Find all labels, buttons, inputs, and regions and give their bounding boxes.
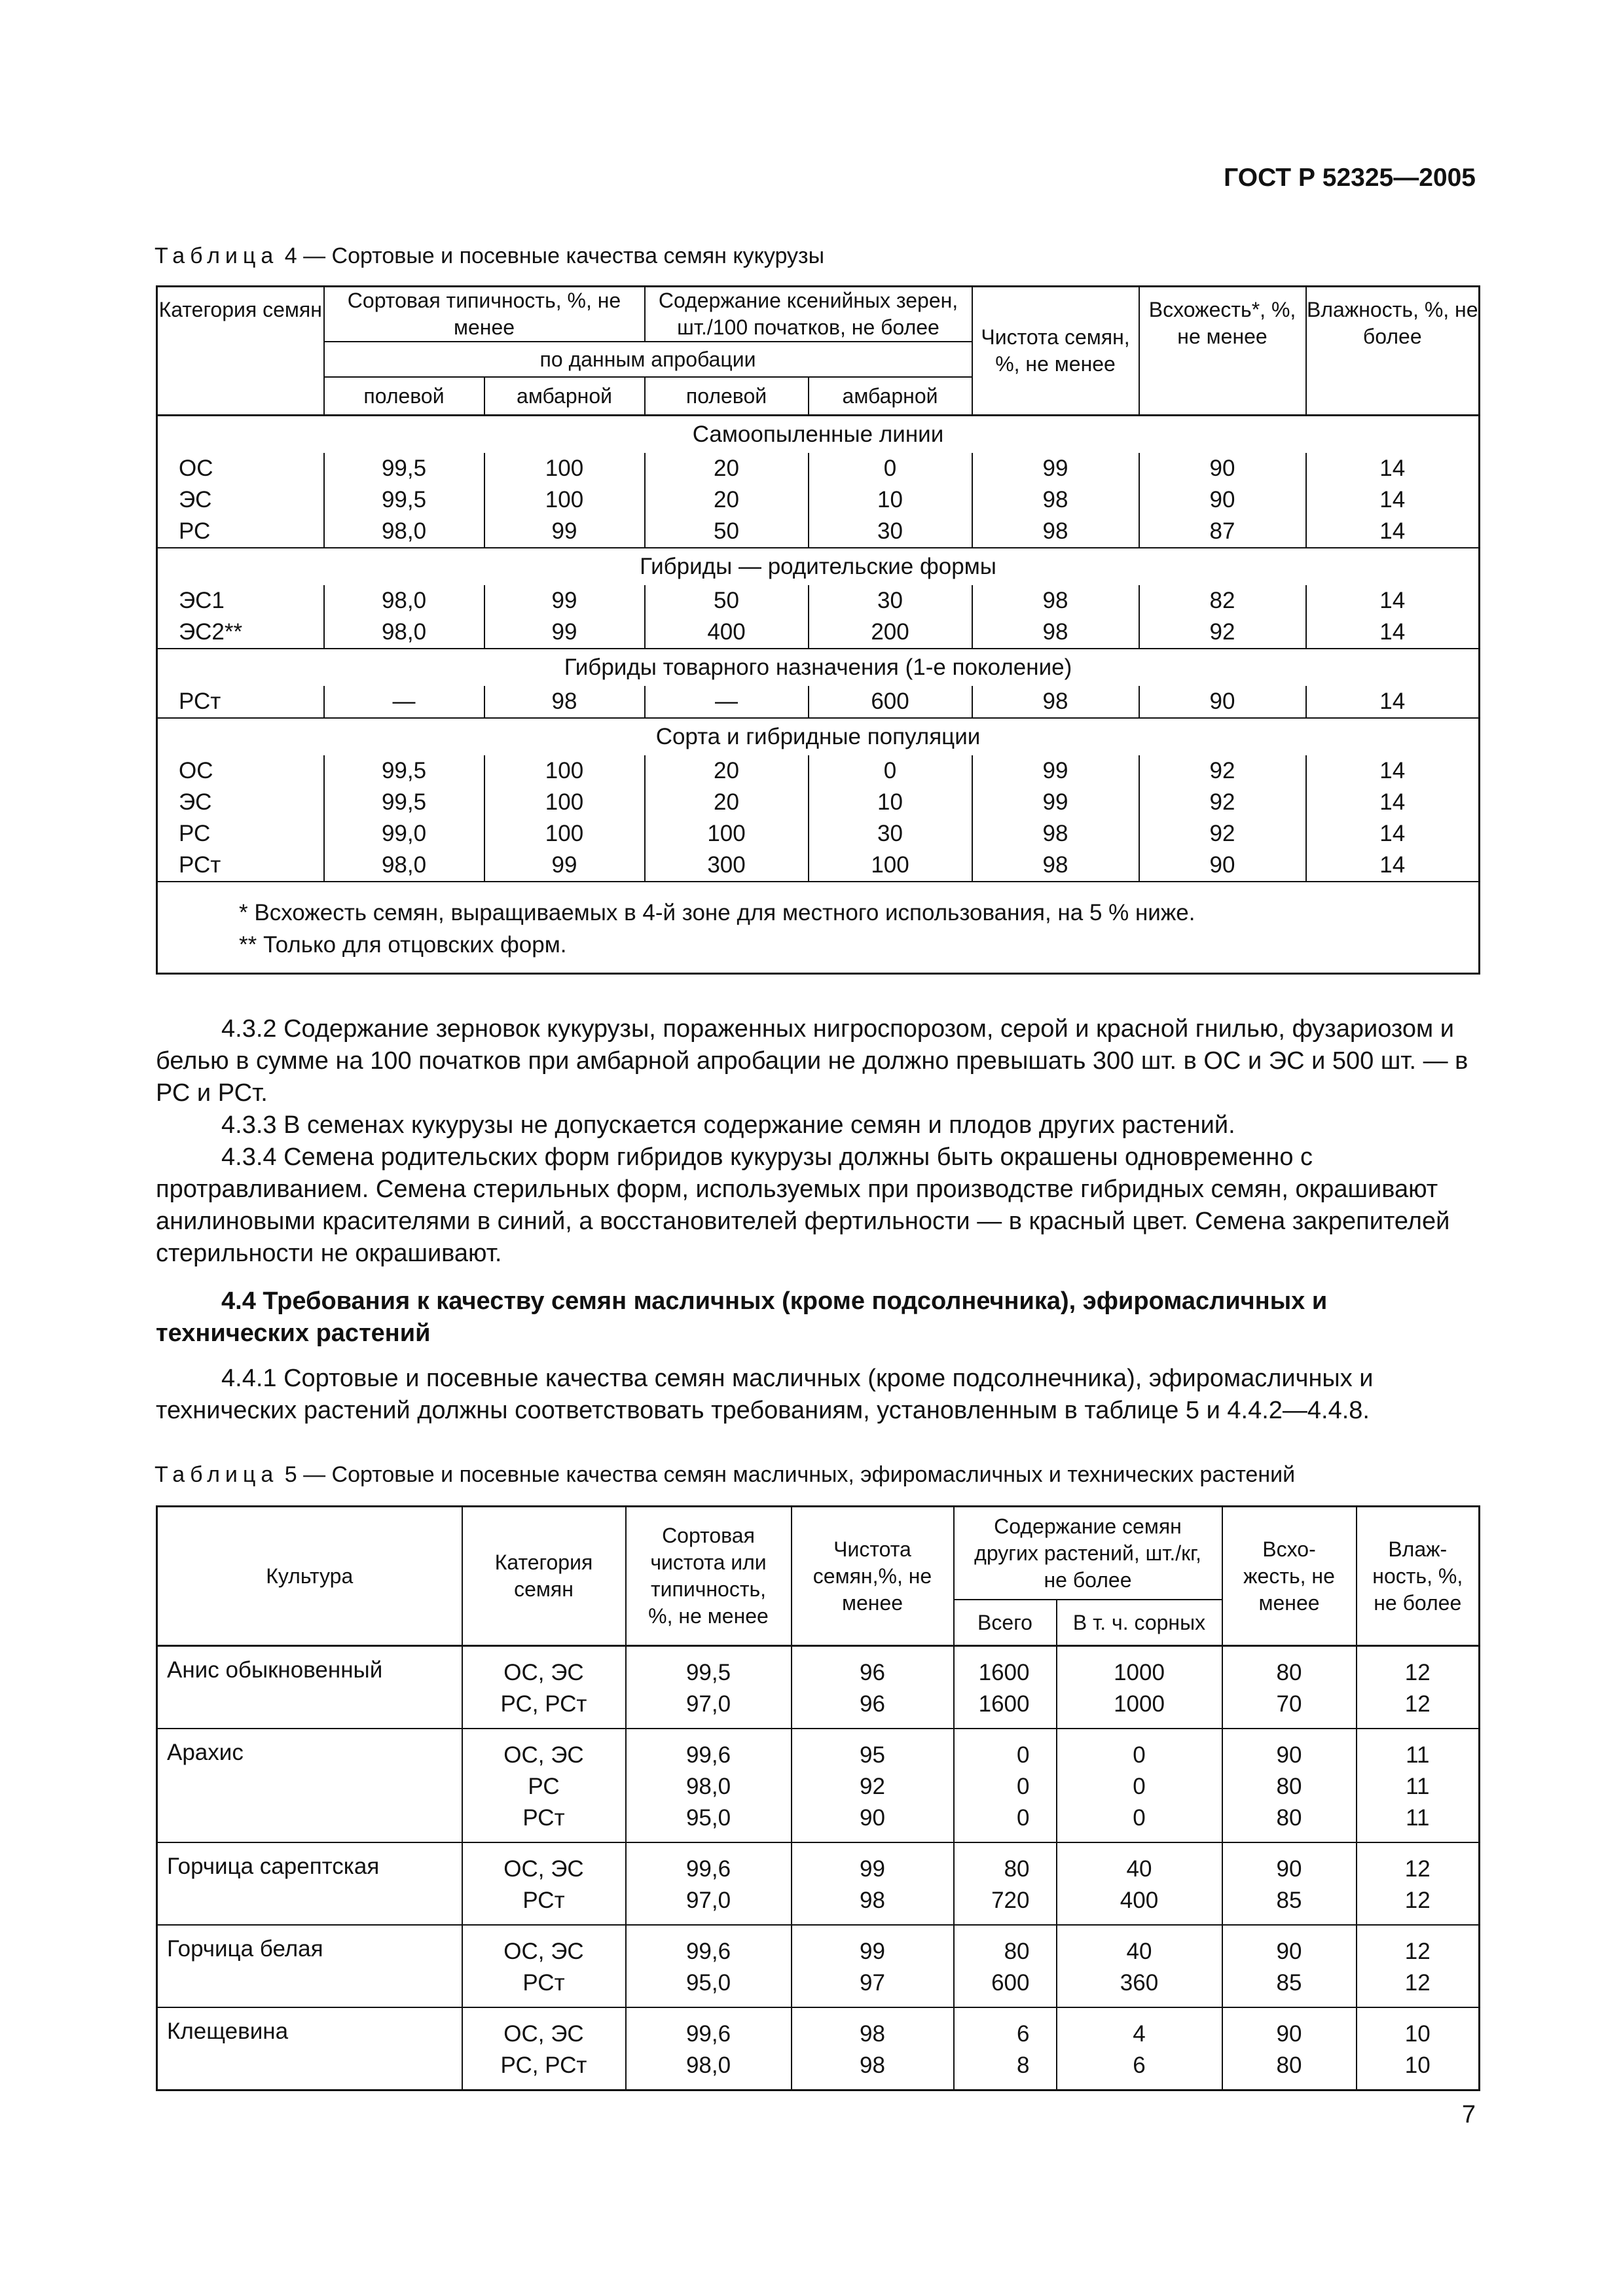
t4-cell-value: 98,0 [324, 850, 484, 882]
t4-body [157, 416, 1480, 882]
t5-cell-value: 600 [991, 1970, 1030, 1996]
t5-cell-value: 720 [991, 1888, 1030, 1913]
t5-cell-value: 10 [1404, 2053, 1431, 2078]
t4-header-purity: Чистота семян, %, не менее [972, 287, 1139, 416]
t4-cell-value: 99,0 [324, 818, 484, 850]
t4-cell-category: ЭС [157, 484, 324, 516]
t5-cell-value-group [626, 2007, 792, 2090]
t4-cell-value: 82 [1139, 585, 1306, 617]
t4-cell-value: 14 [1379, 789, 1406, 815]
t4-cell-value: 600 [809, 686, 972, 718]
page-number: 7 [1461, 2101, 1476, 2128]
t4-cell-value: 90 [1139, 453, 1306, 484]
t4-cell-value: 100 [809, 850, 972, 882]
t5-cell-value: 6 [1133, 2053, 1146, 2078]
t4-section-row [157, 548, 1480, 585]
t4-cell-value: 14 [1379, 852, 1406, 878]
t5-cell-value: 95,0 [685, 1970, 731, 1996]
t4-cell-value: 90 [1139, 686, 1306, 718]
t4-data-row [157, 686, 1480, 718]
t4-cell-value: 92 [1139, 755, 1306, 787]
t4-cell-category: ЭС [157, 787, 324, 818]
t4-cell-value: 98 [972, 818, 1139, 850]
t5-cell-value: 96 [860, 1660, 885, 1685]
t4-cell-value: 30 [809, 585, 972, 617]
t5-cell-value: 90 [1276, 2021, 1302, 2047]
t5-cell-value-group [792, 1646, 954, 1729]
t4-cell-value: 14 [1379, 487, 1406, 512]
t4-data-row [157, 755, 1480, 787]
t4-cell-value: 20 [645, 453, 809, 484]
t5-cell-value: 1000 [1114, 1660, 1165, 1685]
table4 [156, 285, 1480, 975]
t4-cell-value: 14 [1379, 689, 1406, 714]
t5-cell-value: 0 [1133, 1774, 1146, 1799]
t4-cell-value: 100 [484, 787, 645, 818]
t5-cell-value: 12 [1404, 1691, 1431, 1717]
t5-cell-value-group [954, 1646, 1057, 1729]
t4-cell-value: — [324, 686, 484, 718]
t4-cell-value: 10 [809, 787, 972, 818]
paragraph-4-3-2 [156, 1013, 1478, 1109]
t5-cell-value: 80 [1004, 1939, 1030, 1964]
t4-cell-value: 14 [1379, 758, 1406, 783]
t5-crop-row [157, 1842, 1480, 1925]
t4-section-title: Сорта и гибридные популяции [157, 718, 1480, 755]
t5-cell-value: 95 [860, 1742, 885, 1768]
t4-cell-category: РС [157, 516, 324, 548]
paragraph-4-3-2-text: 4.3.2 Содержание зерновок кукурузы, пораженных нигроспорозом, серой и красной гнилью, фузариозом и белью в сумме на 100 початков при амбарной апробации не должно превышать 300 шт. в ОС и ЭС и 500 шт. — в РС и РСт. [156, 1015, 1468, 1107]
t5-cell-value: 99,5 [685, 1660, 731, 1685]
t4-cell-value: 92 [1139, 818, 1306, 850]
t5-cell-value: 12 [1404, 1660, 1431, 1685]
t5-cell-value-group [954, 1925, 1057, 2007]
t5-cell-value-group [626, 1646, 792, 1729]
t4-cell-value: 90 [1139, 484, 1306, 516]
t5-cell-value: 0 [1017, 1774, 1030, 1799]
paragraph-4-3-4 [156, 1141, 1478, 1270]
t4-cell-value: 14 [1379, 456, 1406, 481]
t5-cell-category: ОС, ЭС [503, 1660, 584, 1685]
t4-cell-value: 99 [484, 516, 645, 548]
t4-data-row [157, 818, 1480, 850]
t4-cell-value: 99,5 [324, 484, 484, 516]
paragraph-4-4-1-text: 4.4.1 Сортовые и посевные качества семян масличных (кроме подсолнечника), эфиромасличных и технических растений должны соответствовать требованиям, установленным в таблице 5 и 4.4.2—4.4.8. [156, 1365, 1374, 1424]
t5-header-crop: Культура [157, 1507, 462, 1646]
t4-cell-value: 100 [645, 818, 809, 850]
t5-cell-value: 99,6 [685, 1939, 731, 1964]
t4-header-germination: Всхожесть*, %, не менее [1139, 287, 1306, 416]
table4-caption-text: 4 — Сортовые и посевные качества семян кукурузы [278, 243, 825, 268]
t5-cell-value: 90 [1276, 1939, 1302, 1964]
t4-data-row [157, 453, 1480, 484]
t5-cell-value-group [954, 2007, 1057, 2090]
t5-cell-crop: Клещевина [157, 2007, 462, 2090]
t5-body [157, 1646, 1480, 2090]
t5-cell-value: 98,0 [685, 1774, 731, 1799]
t4-cell-value: 99 [972, 787, 1139, 818]
t4-section-row [157, 416, 1480, 454]
t5-header-other-seeds: Содержание семян других растений, шт./кг, не более [954, 1507, 1222, 1600]
t5-cell-value: 99,6 [685, 1742, 731, 1768]
t4-cell-value: 14 [1379, 518, 1406, 544]
t5-cell-crop: Анис обыкновенный [157, 1646, 462, 1729]
t5-header-category: Категория семян [462, 1507, 626, 1646]
t5-cell-value-group [1057, 2007, 1222, 2090]
t5-cell-crop: Арахис [157, 1729, 462, 1842]
paragraph-4-3-3-text: 4.3.3 В семенах кукурузы не допускается содержание семян и плодов других растений. [221, 1111, 1235, 1139]
t4-cell-value: 87 [1139, 516, 1306, 548]
t5-cell-value: 1000 [1114, 1691, 1165, 1717]
t5-cell-value: 11 [1406, 1805, 1430, 1831]
t4-header-xenia: Содержание ксенийных зерен, шт./100 початков, не более [645, 287, 972, 342]
t5-cell-value-group [626, 1842, 792, 1925]
t4-notes [157, 882, 1480, 974]
t4-cell-category: ЭС2** [157, 617, 324, 649]
t4-header-typicality: Сортовая типичность, %, не менее [324, 287, 645, 342]
t5-cell-value: 12 [1404, 1939, 1431, 1964]
t5-cell-category-group [462, 1729, 626, 1842]
t4-cell-category: РСт [157, 850, 324, 882]
t5-cell-value: 99 [860, 1856, 885, 1882]
t4-note-1: * Всхожесть семян, выращиваемых в 4-й зоне для местного использования, на 5 % ниже. [239, 900, 1195, 925]
t4-section-row [157, 718, 1480, 755]
t4-cell-value: 99,5 [324, 453, 484, 484]
t5-cell-value: 98 [860, 2053, 885, 2078]
t4-cell-value: 400 [645, 617, 809, 649]
t5-cell-value: 98,0 [685, 2053, 731, 2078]
t5-cell-value-group [792, 1842, 954, 1925]
t5-cell-category: РСт [522, 1805, 565, 1831]
t4-data-row [157, 585, 1480, 617]
table5 [156, 1505, 1480, 2091]
t5-cell-value: 11 [1406, 1742, 1430, 1768]
t5-cell-value: 0 [1017, 1805, 1030, 1831]
t5-crop-row [157, 1925, 1480, 2007]
t5-cell-value-group [1222, 1729, 1357, 1842]
t5-cell-value: 12 [1404, 1888, 1431, 1913]
t5-cell-value: 98 [860, 1888, 885, 1913]
t5-cell-value-group [1357, 1925, 1480, 2007]
t4-cell-value: — [645, 686, 809, 718]
t4-cell-value: 50 [645, 585, 809, 617]
t4-cell-category: ЭС1 [157, 585, 324, 617]
t5-cell-category: РСт [522, 1888, 565, 1913]
t5-cell-value: 98 [860, 2021, 885, 2047]
t4-cell-value: 98 [972, 516, 1139, 548]
t5-cell-value: 0 [1133, 1742, 1146, 1768]
t5-header-weeds: В т. ч. сорных [1057, 1600, 1222, 1646]
t5-crop-row [157, 1729, 1480, 1842]
t5-header-germination: Всхо-жесть, не менее [1222, 1507, 1357, 1646]
t5-cell-value: 99 [860, 1939, 885, 1964]
t4-cell-value: 30 [809, 818, 972, 850]
t5-cell-value-group [1357, 2007, 1480, 2090]
table5-caption-text: 5 — Сортовые и посевные качества семян масличных, эфиромасличных и технических растений [278, 1462, 1296, 1487]
t4-cell-value: 98 [972, 617, 1139, 649]
t5-cell-value: 97,0 [685, 1888, 731, 1913]
t4-cell-value: 100 [484, 453, 645, 484]
t5-cell-value: 6 [1017, 2021, 1030, 2047]
t5-header-total: Всего [954, 1600, 1057, 1646]
t4-header-category: Категория семян [157, 287, 324, 416]
t5-cell-value-group [792, 2007, 954, 2090]
t4-cell-value: 99 [484, 850, 645, 882]
t5-cell-category-group [462, 1646, 626, 1729]
t5-cell-crop: Горчица сарептская [157, 1842, 462, 1925]
t4-cell-value: 98 [484, 686, 645, 718]
t4-cell-value: 92 [1139, 617, 1306, 649]
t5-cell-category-group [462, 2007, 626, 2090]
t4-section-title: Самоопыленные линии [692, 422, 944, 447]
t4-cell-category: РС [157, 818, 324, 850]
t5-cell-category: ОС, ЭС [503, 1939, 584, 1964]
t5-cell-value: 400 [1120, 1888, 1159, 1913]
t5-cell-value: 97 [860, 1970, 885, 1996]
t4-cell-value: 100 [484, 484, 645, 516]
t5-cell-value-group [1057, 1646, 1222, 1729]
t5-cell-value: 80 [1276, 1660, 1302, 1685]
t4-data-row [157, 850, 1480, 882]
t5-cell-value-group [1222, 2007, 1357, 2090]
t5-cell-value-group [792, 1729, 954, 1842]
t5-cell-value-group [954, 1842, 1057, 1925]
t4-cell-value: 98 [972, 484, 1139, 516]
t5-cell-value: 70 [1276, 1691, 1302, 1717]
t5-cell-value-group [1357, 1646, 1480, 1729]
t5-cell-value-group [1357, 1729, 1480, 1842]
t5-crop-row [157, 1646, 1480, 1729]
t4-cell-category: ОС [157, 755, 324, 787]
t5-cell-value-group [626, 1925, 792, 2007]
t4-cell-value: 0 [809, 755, 972, 787]
t5-cell-value: 10 [1404, 2021, 1431, 2047]
t5-cell-value: 80 [1276, 2053, 1302, 2078]
table5-caption-label: Таблица [155, 1462, 279, 1487]
t5-cell-category: ОС, ЭС [503, 1856, 584, 1882]
table4-caption [155, 243, 824, 269]
t4-cell-value: 99,5 [324, 787, 484, 818]
t4-cell-value: 10 [809, 484, 972, 516]
t5-cell-category: РСт [522, 1970, 565, 1996]
t5-cell-value: 40 [1126, 1939, 1152, 1964]
t5-header-typicality: Сортовая чистота или типичность, %, не менее [626, 1507, 792, 1646]
t4-cell-value: 30 [809, 516, 972, 548]
t5-cell-value: 360 [1120, 1970, 1159, 1996]
t4-cell-value: 300 [645, 850, 809, 882]
paragraph-4-4-1 [156, 1363, 1478, 1427]
t4-cell-value: 99 [972, 755, 1139, 787]
t5-cell-category: ОС, ЭС [503, 1742, 584, 1768]
t5-cell-value-group [1357, 1842, 1480, 1925]
t5-cell-value: 8 [1017, 2053, 1030, 2078]
t5-cell-value-group [954, 1729, 1057, 1842]
t4-cell-value: 200 [809, 617, 972, 649]
t4-cell-value: 99 [972, 453, 1139, 484]
t4-cell-category: ОС [157, 453, 324, 484]
t5-cell-category: РС [528, 1774, 560, 1799]
t4-header-field2: полевой [645, 377, 809, 416]
t4-cell-value: 14 [1379, 821, 1406, 846]
t5-cell-value-group [1222, 1925, 1357, 2007]
t5-cell-value: 11 [1406, 1774, 1430, 1799]
t5-cell-value-group [626, 1729, 792, 1842]
t5-header-purity: Чистота семян,%, не менее [792, 1507, 954, 1646]
t5-cell-value: 0 [1133, 1805, 1146, 1831]
t5-cell-category-group [462, 1925, 626, 2007]
t4-cell-value: 20 [645, 755, 809, 787]
t5-cell-value: 80 [1276, 1805, 1302, 1831]
paragraph-4-3-4-text: 4.3.4 Семена родительских форм гибридов кукурузы должны быть окрашены одновременно с протравливанием. Семена стерильных форм, используемых при производстве гибридных семян, окрашивают анилиновыми красителями в синий, а восстановителей фертильности — в красный цвет. Семена закрепителей стерильности не окрашивают. [156, 1143, 1450, 1267]
t5-crop-row [157, 2007, 1480, 2090]
t4-header-moisture: Влажность, %, не более [1306, 287, 1480, 416]
t5-cell-value: 97,0 [685, 1691, 731, 1717]
t4-cell-value: 100 [484, 755, 645, 787]
t5-cell-category-group [462, 1842, 626, 1925]
t4-cell-value: 99 [484, 617, 645, 649]
t4-cell-value: 98 [972, 850, 1139, 882]
t5-cell-value: 96 [860, 1691, 885, 1717]
t4-cell-value: 98,0 [324, 617, 484, 649]
t5-cell-value: 85 [1276, 1970, 1302, 1996]
t4-cell-value: 20 [645, 787, 809, 818]
t4-cell-value: 99 [484, 585, 645, 617]
t4-data-row [157, 787, 1480, 818]
t4-cell-value: 90 [1139, 850, 1306, 882]
t4-data-row [157, 516, 1480, 548]
t4-cell-value: 100 [484, 818, 645, 850]
section-heading-4-4-text: 4.4 Требования к качеству семян масличных (кроме подсолнечника), эфиромасличных и технических растений [156, 1287, 1328, 1347]
table4-caption-label: Таблица [155, 243, 279, 268]
t5-cell-value: 12 [1404, 1856, 1431, 1882]
t5-cell-value-group [792, 1925, 954, 2007]
t4-header-barn2: амбарной [809, 377, 972, 416]
t5-cell-value: 92 [860, 1774, 885, 1799]
t5-cell-crop: Горчица белая [157, 1925, 462, 2007]
table5-caption [155, 1462, 1295, 1488]
t5-cell-value: 90 [1276, 1742, 1302, 1768]
t4-cell-value: 0 [809, 453, 972, 484]
t4-cell-value: 92 [1139, 787, 1306, 818]
t5-cell-value: 40 [1126, 1856, 1152, 1882]
t4-cell-value: 14 [1379, 619, 1406, 645]
t5-cell-value: 95,0 [685, 1805, 731, 1831]
t4-cell-value: 98,0 [324, 585, 484, 617]
t4-header-barn1: амбарной [484, 377, 645, 416]
t4-section-row [157, 649, 1480, 686]
t4-note-2: ** Только для отцовских форм. [239, 932, 567, 958]
t5-cell-category: ОС, ЭС [503, 2021, 584, 2047]
t5-cell-value: 12 [1404, 1970, 1431, 1996]
section-heading-4-4 [156, 1285, 1478, 1350]
t4-section-title: Гибриды товарного назначения (1-е поколение) [157, 649, 1480, 686]
t4-cell-category: РСт [157, 686, 324, 718]
t4-cell-value: 14 [1379, 588, 1406, 613]
t4-data-row [157, 617, 1480, 649]
t5-cell-value-group [1057, 1729, 1222, 1842]
t4-cell-value: 98 [972, 585, 1139, 617]
paragraph-4-3-3 [156, 1109, 1478, 1141]
t5-cell-value: 80 [1276, 1774, 1302, 1799]
t4-cell-value: 20 [645, 484, 809, 516]
t4-header-field1: полевой [324, 377, 484, 416]
t4-cell-value: 50 [645, 516, 809, 548]
t5-cell-value: 99,6 [685, 1856, 731, 1882]
t5-cell-value: 1600 [978, 1691, 1030, 1717]
t5-cell-value-group [1222, 1646, 1357, 1729]
t5-cell-value-group [1057, 1842, 1222, 1925]
t5-cell-value: 90 [860, 1805, 885, 1831]
t5-cell-value: 90 [1276, 1856, 1302, 1882]
t5-cell-value: 1600 [978, 1660, 1030, 1685]
t5-cell-value: 80 [1004, 1856, 1030, 1882]
t5-cell-value: 85 [1276, 1888, 1302, 1913]
t5-cell-value: 0 [1017, 1742, 1030, 1768]
document-code: ГОСТ Р 52325—2005 [1224, 164, 1476, 192]
t5-cell-value-group [1057, 1925, 1222, 2007]
t5-cell-category: РС, РСт [500, 2053, 587, 2078]
t4-cell-value: 98 [972, 686, 1139, 718]
t5-header-moisture: Влаж-ность, %, не более [1357, 1507, 1480, 1646]
t5-cell-category: РС, РСт [500, 1691, 587, 1717]
t4-cell-value: 99,5 [324, 755, 484, 787]
t4-cell-value: 98,0 [324, 516, 484, 548]
t5-cell-value-group [1222, 1842, 1357, 1925]
t4-data-row [157, 484, 1480, 516]
t4-section-title: Гибриды — родительские формы [157, 548, 1480, 585]
t5-cell-value: 4 [1133, 2021, 1146, 2047]
t5-cell-value: 99,6 [685, 2021, 731, 2047]
t4-header-approbation: по данным апробации [324, 342, 972, 377]
